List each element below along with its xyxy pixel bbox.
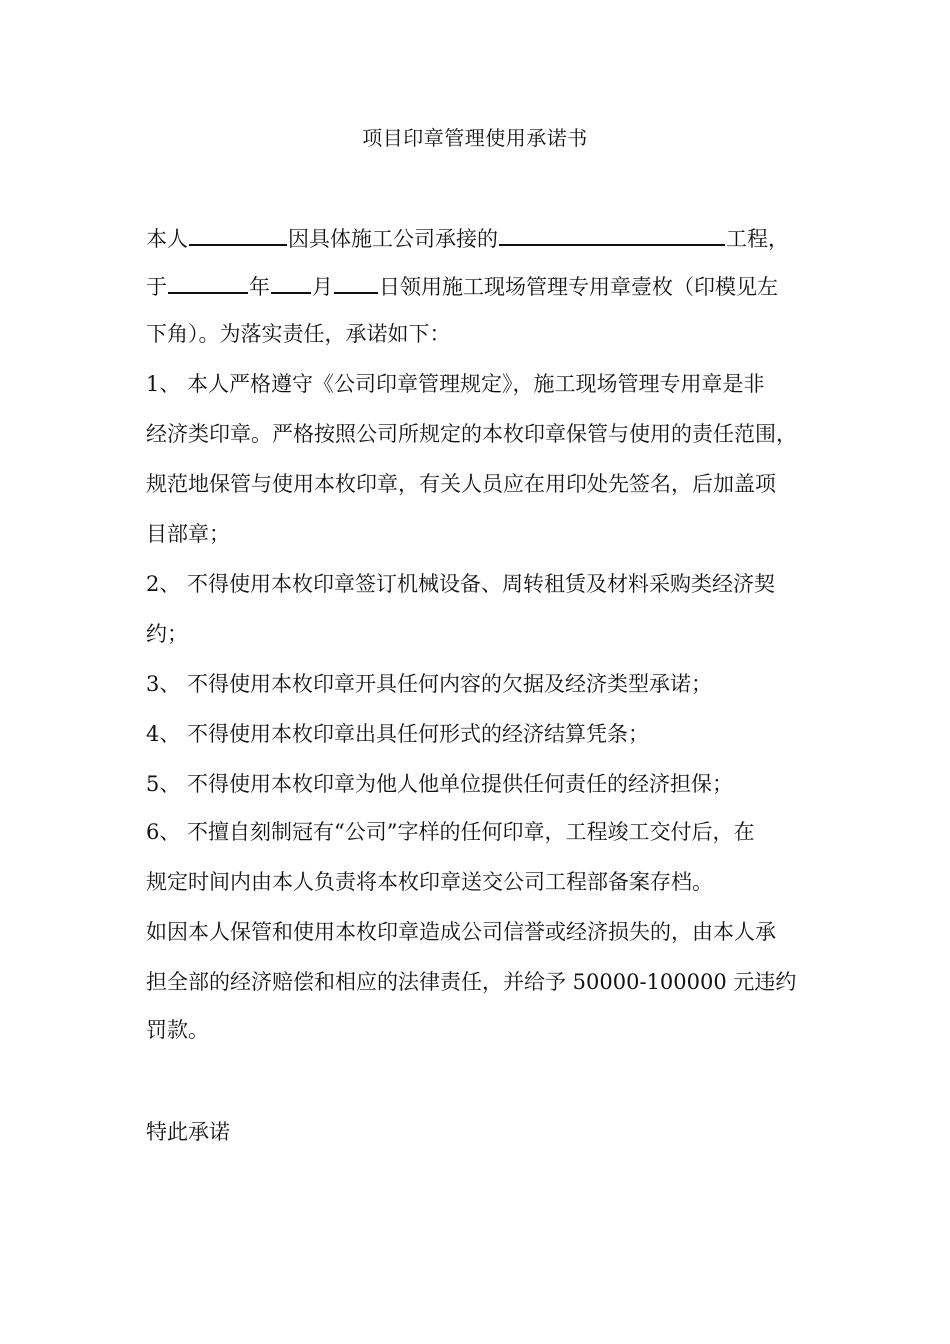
- body-line: 目部章；: [146, 522, 230, 546]
- body-line: 规定时间内由本人负责将本枚印章送交公司工程部备案存档。: [146, 870, 713, 894]
- body-line: 担全部的经济赔偿和相应的法律责任，并给予 50000-100000 元违约: [146, 970, 797, 994]
- body-line: 规范地保管与使用本枚印章，有关人员应在用印处先签名，后加盖项: [146, 472, 776, 496]
- document-title: 项目印章管理使用承诺书: [362, 126, 588, 150]
- intro-text: 工程，: [726, 227, 789, 251]
- body-line: 经济类印章。严格按照公司所规定的本枚印章保管与使用的责任范围，: [146, 422, 797, 446]
- intro-text: 因具体施工公司承接的: [288, 227, 498, 251]
- intro-line-2: [146, 270, 778, 301]
- intro-text: 月: [312, 275, 333, 299]
- body-line: 5、 不得使用本枚印章为他人他单位提供任何责任的经济担保；: [146, 772, 734, 796]
- closing-statement: 特此承诺: [146, 1120, 230, 1144]
- month-blank: [271, 270, 311, 294]
- body-line: 3、 不得使用本枚印章开具任何内容的欠据及经济类型承诺；: [146, 672, 713, 696]
- project-blank: [499, 222, 725, 246]
- year-blank: [168, 270, 248, 294]
- intro-text: 日领用施工现场管理专用章壹枚（印模见左: [379, 275, 778, 299]
- body-line: 4、 不得使用本枚印章出具任何形式的经济结算凭条；: [146, 722, 650, 746]
- body-line: 罚款。: [146, 1018, 209, 1042]
- body-line: 1、 本人严格遵守《公司印章管理规定》，施工现场管理专用章是非: [146, 372, 765, 396]
- day-blank: [334, 270, 378, 294]
- body-line: 如因本人保管和使用本枚印章造成公司信誉或经济损失的，由本人承: [146, 920, 776, 944]
- body-line: 6、 不擅自刻制冠有“公司”字样的任何印章，工程竣工交付后，在: [146, 820, 755, 844]
- intro-text: 年: [249, 275, 270, 299]
- intro-line-1: [146, 222, 789, 253]
- intro-line-3: 下角）。为落实责任，承诺如下：: [146, 322, 451, 346]
- body-line: 约；: [146, 622, 188, 646]
- name-blank: [189, 222, 287, 246]
- intro-text: 本人: [146, 227, 188, 251]
- intro-text: 于: [146, 275, 167, 299]
- body-line: 2、 不得使用本枚印章签订机械设备、周转租赁及材料采购类经济契: [146, 572, 776, 596]
